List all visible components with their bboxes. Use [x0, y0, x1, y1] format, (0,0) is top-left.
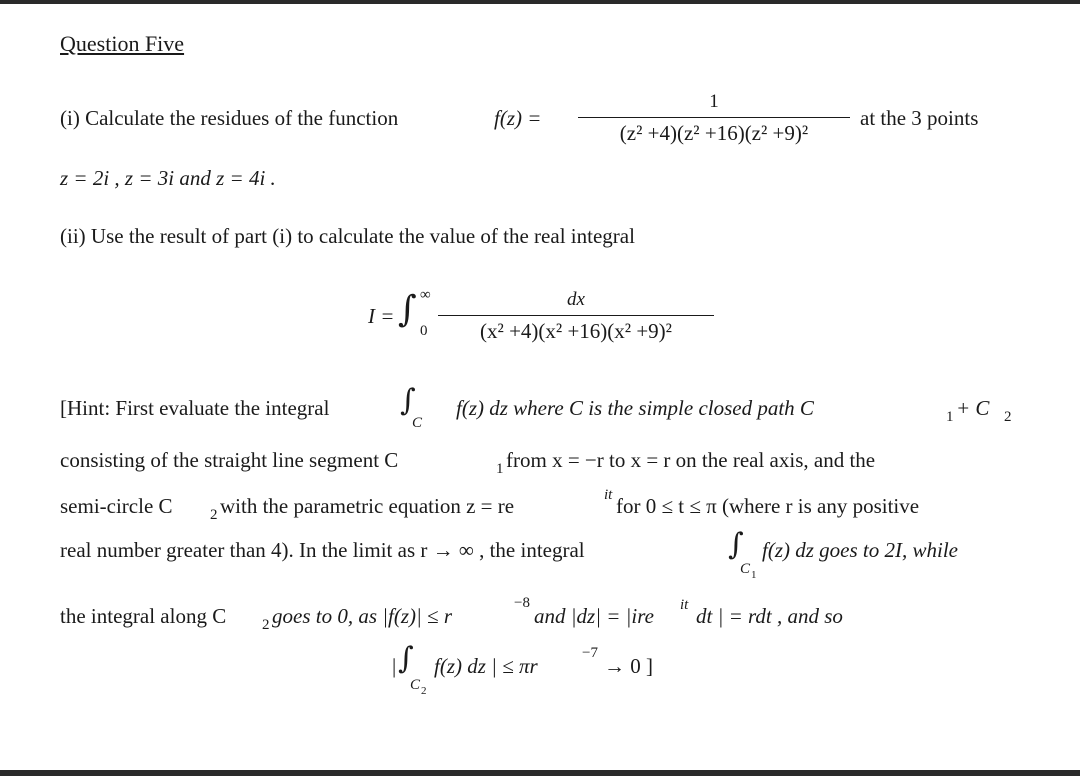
hint-line1-text: [Hint: First evaluate the integral	[60, 396, 330, 420]
hint-line1-expression: f(z) dz where C is the simple closed path C	[456, 396, 814, 420]
integrand-numerator: dx	[567, 289, 585, 310]
top-border	[0, 0, 1080, 4]
hint-line6-rest: → 0 ]	[604, 654, 653, 678]
hint-c1-subscript: 1	[496, 461, 504, 477]
integral-sign: ∫	[400, 383, 416, 418]
hint-line3-superscript: it	[604, 487, 613, 503]
hint-line6-abs: |	[392, 654, 397, 678]
hint-line4-text: real number greater than 4). In the limit as r → ∞ , the integral	[60, 538, 585, 562]
hint-c1-subscript: 1	[946, 409, 954, 425]
hint-line5-bound: goes to 0, as |f(z)| ≤ r	[272, 604, 452, 628]
part-ii-text: (ii) Use the result of part (i) to calculate the value of the real integral	[60, 224, 635, 248]
hint-line2-text: consisting of the straight line segment C	[60, 448, 399, 472]
function-fraction	[578, 92, 850, 144]
hint-c2-subscript: 2	[210, 507, 218, 523]
integrand-fraction	[438, 290, 714, 342]
hint-c2-subscript: 2	[421, 685, 427, 697]
integral-sign: ∫	[398, 289, 417, 330]
hint-line5-text: the integral along C	[60, 604, 227, 628]
hint-line2-rest: from x = −r to x = r on the real axis, and the	[506, 448, 876, 472]
hint-c2-subscript: 2	[1004, 409, 1012, 425]
hint-line6-superscript: −7	[582, 645, 598, 661]
hint-line6-bound: f(z) dz | ≤ πr	[434, 654, 538, 678]
hint-line4-rest: f(z) dz goes to 2I, while	[762, 538, 958, 562]
question-heading: Question Five	[60, 31, 185, 56]
hint-line1-plus: + C	[956, 396, 990, 420]
integral-sign: ∫	[398, 641, 414, 676]
hint-line5-rest: dt | = rdt , and so	[696, 604, 843, 628]
part-i-prefix: (i) Calculate the residues of the function	[60, 106, 399, 130]
hint-c1-subscript: 1	[751, 569, 757, 581]
hint-line5-dz: and |dz| = |ire	[534, 604, 654, 628]
function-numerator: 1	[709, 91, 719, 112]
hint-line5-superscript-it: it	[680, 597, 689, 613]
part-i-suffix: at the 3 points	[860, 106, 979, 130]
hint-line6-integral-subscript: C	[410, 677, 421, 693]
hint-line3-param: with the parametric equation z = re	[220, 494, 515, 518]
hint-line3-text: semi-circle C	[60, 494, 173, 518]
hint-c2-subscript: 2	[262, 617, 270, 633]
function-denominator: (z² +4)(z² +16)(z² +9)²	[619, 121, 809, 146]
hint-line5-superscript: −8	[514, 595, 530, 611]
function-lhs: f(z) =	[494, 106, 542, 130]
integral-upper-limit: ∞	[420, 287, 431, 303]
integrand-denominator: (x² +4)(x² +16)(x² +9)²	[480, 319, 672, 344]
hint-integral-subscript: C	[412, 415, 423, 431]
hint-line3-rest: for 0 ≤ t ≤ π (where r is any positive	[616, 494, 920, 518]
integral-lhs: I =	[368, 304, 395, 328]
integral-sign: ∫	[728, 527, 744, 562]
integral-lower-limit: 0	[420, 323, 428, 339]
bottom-border	[0, 770, 1080, 776]
hint-line4-integral-subscript: C	[740, 561, 751, 577]
residue-points: z = 2i , z = 3i and z = 4i .	[60, 166, 276, 190]
